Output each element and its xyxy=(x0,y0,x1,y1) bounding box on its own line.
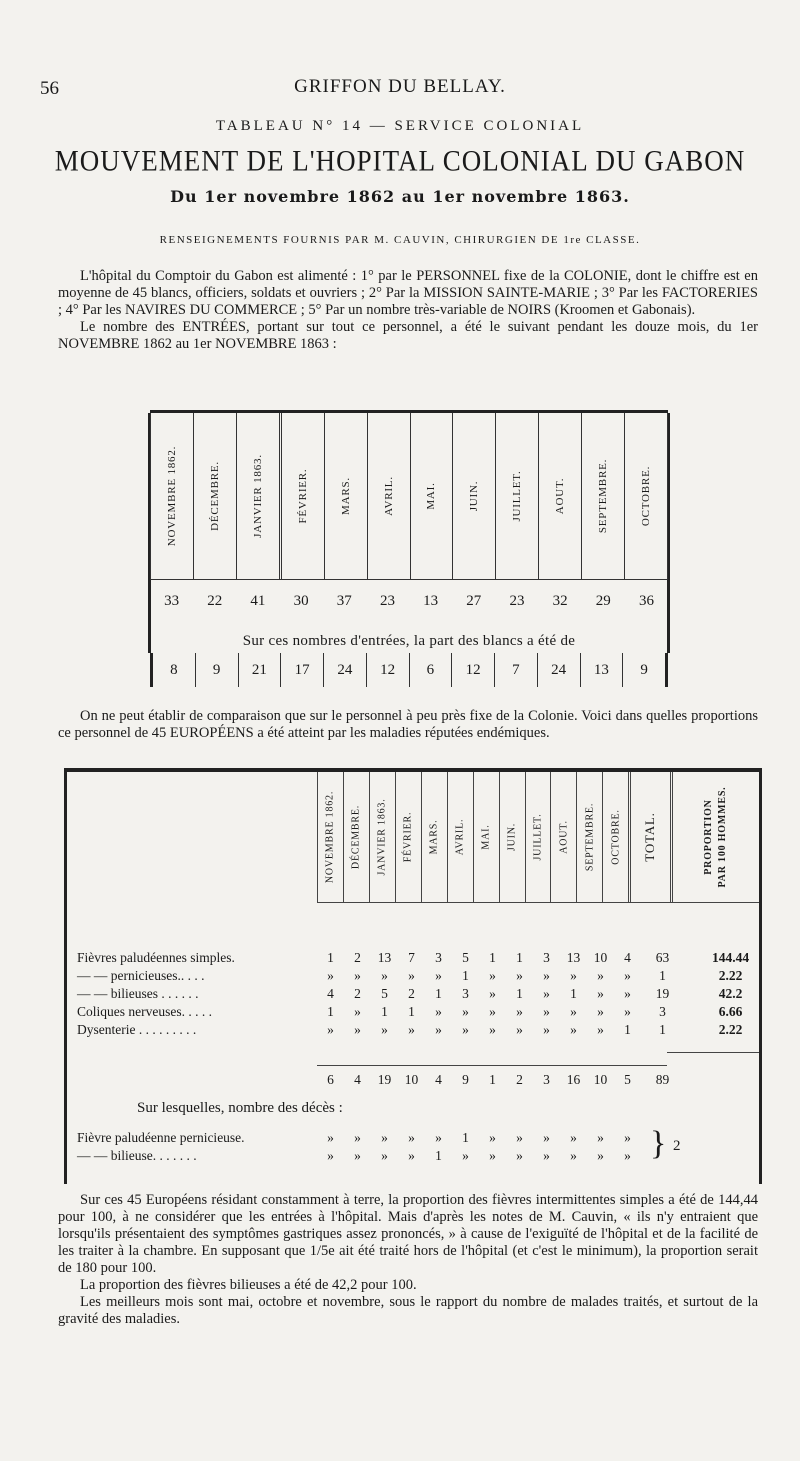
cell: 1 xyxy=(489,950,496,965)
cell: » xyxy=(543,1004,550,1019)
cell: 1 xyxy=(462,968,469,983)
sum-cell: 5 xyxy=(624,1072,631,1087)
cell: » xyxy=(597,986,604,1001)
row-proportion: 2.22 xyxy=(718,968,743,983)
comparison-paragraph xyxy=(58,708,758,742)
whites-value: 24 xyxy=(324,653,367,687)
whites-value: 8 xyxy=(150,653,196,687)
whites-value: 9 xyxy=(196,653,239,687)
cell: » xyxy=(516,1004,523,1019)
row-label: Dysenterie . . . . . . . . . xyxy=(77,1022,197,1037)
cell: 1 xyxy=(624,1022,631,1037)
main-title: MOUVEMENT DE L'HOPITAL COLONIAL DU GABON xyxy=(54,144,746,178)
sum-cell: 16 xyxy=(566,1072,581,1087)
cell: » xyxy=(624,1130,631,1145)
whites-value: 21 xyxy=(239,653,282,687)
cell: 2 xyxy=(354,950,361,965)
cell: » xyxy=(327,968,334,983)
month-header: NOVEMBRE 1862. xyxy=(317,772,343,902)
whites-value: 12 xyxy=(452,653,495,687)
row-total: 1 xyxy=(659,1022,666,1037)
month-header: MARS. xyxy=(421,772,447,902)
cell: 1 xyxy=(516,950,523,965)
sum-cell: 6 xyxy=(327,1072,334,1087)
diseases-table-header xyxy=(317,772,759,902)
sum-cell: 1 xyxy=(489,1072,496,1087)
sum-cell: 2 xyxy=(516,1072,523,1087)
month-header: OCTOBRE. xyxy=(602,772,628,902)
cell: 4 xyxy=(327,986,334,1001)
report-line: RENSEIGNEMENTS FOURNIS PAR M. CAUVIN, CHIRURGIEN DE 1re CLASSE. xyxy=(159,234,641,246)
cell: 3 xyxy=(435,950,442,965)
running-title: GRIFFON DU BELLAY. xyxy=(294,76,506,97)
table-row xyxy=(67,1004,759,1022)
cell: 1 xyxy=(327,950,334,965)
cell: » xyxy=(516,1148,523,1163)
cell: 1 xyxy=(462,1130,469,1145)
cell: 3 xyxy=(462,986,469,1001)
cell: 4 xyxy=(624,950,631,965)
cell: 1 xyxy=(327,1004,334,1019)
month-header: FÉVRIER. xyxy=(282,413,325,579)
month-header: JUILLET. xyxy=(525,772,551,902)
cell: » xyxy=(354,1004,361,1019)
cell: » xyxy=(624,1148,631,1163)
entry-value: 33 xyxy=(164,593,180,609)
date-range: Du 1er novembre 1862 au 1er novembre 1863. xyxy=(170,187,630,206)
cell: » xyxy=(462,1148,469,1163)
cell: » xyxy=(624,986,631,1001)
cell: » xyxy=(489,1004,496,1019)
proportion-header: PROPORTION PAR 100 HOMMES. xyxy=(670,772,759,902)
cell: 1 xyxy=(516,986,523,1001)
conclusion-paragraph-3: Les meilleurs mois sont mai, octobre et novembre, sous le rapport du nombre de malades traités, et surtout de la gravité des maladies. xyxy=(58,1294,758,1327)
intro-paragraph-2: Le nombre des ENTRÉES, portant sur tout ce personnel, a été le suivant pendant les douze mois, du 1er NOVEMBRE 1862 au 1er NOVEMBRE 1863 : xyxy=(58,319,758,352)
month-header: OCTOBRE. xyxy=(625,413,668,579)
cell: 10 xyxy=(593,950,608,965)
cell: » xyxy=(543,1130,550,1145)
brace-glyph: } xyxy=(650,1125,667,1162)
cell: » xyxy=(435,1022,442,1037)
entry-value: 32 xyxy=(552,593,568,609)
row-label: Fièvres paludéennes simples. xyxy=(77,950,235,965)
month-header: JANVIER 1863. xyxy=(237,413,282,579)
entry-value: 23 xyxy=(379,593,395,609)
cell: 13 xyxy=(377,950,392,965)
month-header: AVRIL. xyxy=(447,772,473,902)
cell: » xyxy=(381,1148,388,1163)
whites-value: 12 xyxy=(367,653,410,687)
entry-value: 36 xyxy=(638,593,654,609)
sum-cell: 3 xyxy=(543,1072,550,1087)
conclusion-paragraph-2: La proportion des fièvres bilieuses a été de 42,2 pour 100. xyxy=(80,1277,417,1293)
cell: 1 xyxy=(435,1148,442,1163)
cell: » xyxy=(543,968,550,983)
table-row xyxy=(67,968,759,986)
intro-paragraph xyxy=(58,268,758,353)
sum-cell: 10 xyxy=(404,1072,419,1087)
sum-cell: 19 xyxy=(377,1072,392,1087)
row-label: — — pernicieuses.. . . . xyxy=(77,968,205,983)
row-total: 63 xyxy=(655,950,670,965)
cell: » xyxy=(597,1148,604,1163)
month-header: AOUT. xyxy=(539,413,582,579)
cell: 1 xyxy=(435,986,442,1001)
row-label: — — bilieuses . . . . . . xyxy=(77,986,199,1001)
cell: 1 xyxy=(381,1004,388,1019)
cell: » xyxy=(543,1022,550,1037)
whites-caption: Sur ces nombres d'entrées, la part des blancs a été de xyxy=(242,633,576,649)
entry-value: 37 xyxy=(336,593,352,609)
entry-value: 23 xyxy=(509,593,525,609)
cell: » xyxy=(570,1022,577,1037)
cell: » xyxy=(408,1022,415,1037)
month-header: SEPTEMBRE. xyxy=(582,413,625,579)
table-row xyxy=(67,950,759,968)
cell: » xyxy=(462,1022,469,1037)
cell: » xyxy=(381,1022,388,1037)
entry-value: 29 xyxy=(595,593,611,609)
entry-value: 27 xyxy=(466,593,482,609)
cell: » xyxy=(408,1148,415,1163)
intro-paragraph-1: L'hôpital du Comptoir du Gabon est alimenté : 1° par le PERSONNEL fixe de la COLONIE, dont le chiffre est en moyenne de 45 blancs, officiers, soldats et ouvriers ; 2° Par la MISSION SAINTE-MARIE ; 3° Par les FACTORERIES ; 4° Par les NAVIRES DU COMMERCE ; 5° Par un nombre très-variable de NOIRS (Kroomen et Gabonais). xyxy=(58,268,758,318)
cell: 2 xyxy=(354,986,361,1001)
month-header: MARS. xyxy=(325,413,368,579)
cell: » xyxy=(516,1130,523,1145)
cell: » xyxy=(327,1022,334,1037)
row-proportion: 6.66 xyxy=(718,1004,743,1019)
cell: » xyxy=(381,1130,388,1145)
conclusion-paragraph-1: Sur ces 45 Européens résidant constamment à terre, la proportion des fièvres intermittentes simples a été de 144,44 pour 100, à ne considérer que les entrées à l'hôpital. Mais d'après les notes de M. Cauvin, « ils n'y entraient que lorsqu'ils présentaient des symptômes gastriques assez prononcés, » à cause de l'exiguïté de l'hôpital et de la facilité de les traiter à la chambre. En supposant que 1/5e ait été traité hors de l'hôpital (et c'est le minimum), la proportion serait de 180 pour 100. xyxy=(58,1192,758,1276)
month-header: AOUT. xyxy=(550,772,576,902)
cell: » xyxy=(543,1148,550,1163)
row-proportion: 2.22 xyxy=(718,1022,743,1037)
cell: » xyxy=(354,1148,361,1163)
cell: » xyxy=(354,968,361,983)
month-header: DÉCEMBRE. xyxy=(194,413,237,579)
cell: » xyxy=(354,1022,361,1037)
cell: » xyxy=(597,968,604,983)
cell: 7 xyxy=(408,950,415,965)
cell: » xyxy=(570,1004,577,1019)
cell: » xyxy=(597,1004,604,1019)
cell: » xyxy=(435,1130,442,1145)
cell: » xyxy=(543,986,550,1001)
row-label: — — bilieuse. . . . . . . xyxy=(77,1148,197,1163)
cell: » xyxy=(597,1022,604,1037)
month-header: SEPTEMBRE. xyxy=(576,772,602,902)
conclusion-paragraph xyxy=(58,1192,758,1328)
page-number: 56 xyxy=(40,78,59,99)
cell: » xyxy=(327,1148,334,1163)
sum-total: 89 xyxy=(655,1072,670,1087)
entries-row xyxy=(150,593,668,610)
running-head xyxy=(0,76,800,106)
sum-cell: 4 xyxy=(354,1072,361,1087)
month-header: AVRIL. xyxy=(368,413,411,579)
cell: » xyxy=(354,1130,361,1145)
entries-table xyxy=(150,410,668,693)
total-header: TOTAL. xyxy=(628,772,669,902)
month-header: JANVIER 1863. xyxy=(369,772,395,902)
deaths-caption: Sur lesquelles, nombre des décès : xyxy=(137,1100,343,1116)
sum-cell: 4 xyxy=(435,1072,442,1087)
month-header: JUIN. xyxy=(499,772,525,902)
cell: » xyxy=(489,986,496,1001)
cell: » xyxy=(489,1022,496,1037)
whites-row xyxy=(150,653,668,687)
entry-value: 41 xyxy=(250,593,266,609)
cell: » xyxy=(570,1130,577,1145)
sum-cell: 9 xyxy=(462,1072,469,1087)
cell: » xyxy=(624,1004,631,1019)
month-header: JUILLET. xyxy=(496,413,539,579)
whites-value: 7 xyxy=(495,653,538,687)
cell: 5 xyxy=(381,986,388,1001)
cell: 2 xyxy=(408,986,415,1001)
month-header: FÉVRIER. xyxy=(395,772,421,902)
cell: » xyxy=(435,968,442,983)
row-total: 3 xyxy=(659,1004,666,1019)
row-proportion: 42.2 xyxy=(718,986,743,1001)
diseases-table xyxy=(64,768,762,1184)
cell: » xyxy=(516,1022,523,1037)
cell: » xyxy=(408,968,415,983)
row-total: 1 xyxy=(659,968,666,983)
deaths-total: 2 xyxy=(673,1138,681,1154)
month-header: MAI. xyxy=(473,772,499,902)
sum-cell: 10 xyxy=(593,1072,608,1087)
cell: » xyxy=(489,1148,496,1163)
month-header: NOVEMBRE 1862. xyxy=(150,413,194,579)
table-row xyxy=(67,1022,759,1040)
cell: » xyxy=(516,968,523,983)
cell: 1 xyxy=(408,1004,415,1019)
cell: » xyxy=(624,968,631,983)
cell: » xyxy=(381,968,388,983)
cell: 13 xyxy=(566,950,581,965)
whites-value: 6 xyxy=(410,653,453,687)
cell: » xyxy=(489,1130,496,1145)
cell: 1 xyxy=(570,986,577,1001)
cell: » xyxy=(597,1130,604,1145)
whites-value: 13 xyxy=(581,653,624,687)
whites-value: 24 xyxy=(538,653,581,687)
cell: » xyxy=(327,1130,334,1145)
cell: » xyxy=(570,1148,577,1163)
row-label: Fièvre paludéenne pernicieuse. xyxy=(77,1130,245,1145)
whites-value: 9 xyxy=(623,653,668,687)
cell: » xyxy=(435,1004,442,1019)
month-header: JUIN. xyxy=(453,413,496,579)
cell: » xyxy=(408,1130,415,1145)
row-label: Coliques nerveuses. . . . . xyxy=(77,1004,212,1019)
comparison-paragraph-1: On ne peut établir de comparaison que sur le personnel à peu près fixe de la Colonie. Voici dans quelles proportions ce personnel de 45 EUROPÉENS a été atteint par les maladies réputées endémiques. xyxy=(58,708,758,741)
cell: 3 xyxy=(543,950,550,965)
entry-value: 30 xyxy=(293,593,309,609)
cell: 5 xyxy=(462,950,469,965)
cell: » xyxy=(462,1004,469,1019)
entries-table-header xyxy=(150,413,668,579)
row-total: 19 xyxy=(655,986,670,1001)
entry-value: 13 xyxy=(423,593,439,609)
row-proportion: 144.44 xyxy=(711,950,750,965)
tableau-title: TABLEAU N° 14 — SERVICE COLONIAL xyxy=(215,118,585,134)
table-row xyxy=(67,986,759,1004)
month-header: DÉCEMBRE. xyxy=(343,772,369,902)
sum-row xyxy=(67,1072,759,1090)
whites-value: 17 xyxy=(281,653,324,687)
entry-value: 22 xyxy=(207,593,223,609)
cell: » xyxy=(489,968,496,983)
month-header: MAI. xyxy=(411,413,454,579)
cell: » xyxy=(570,968,577,983)
